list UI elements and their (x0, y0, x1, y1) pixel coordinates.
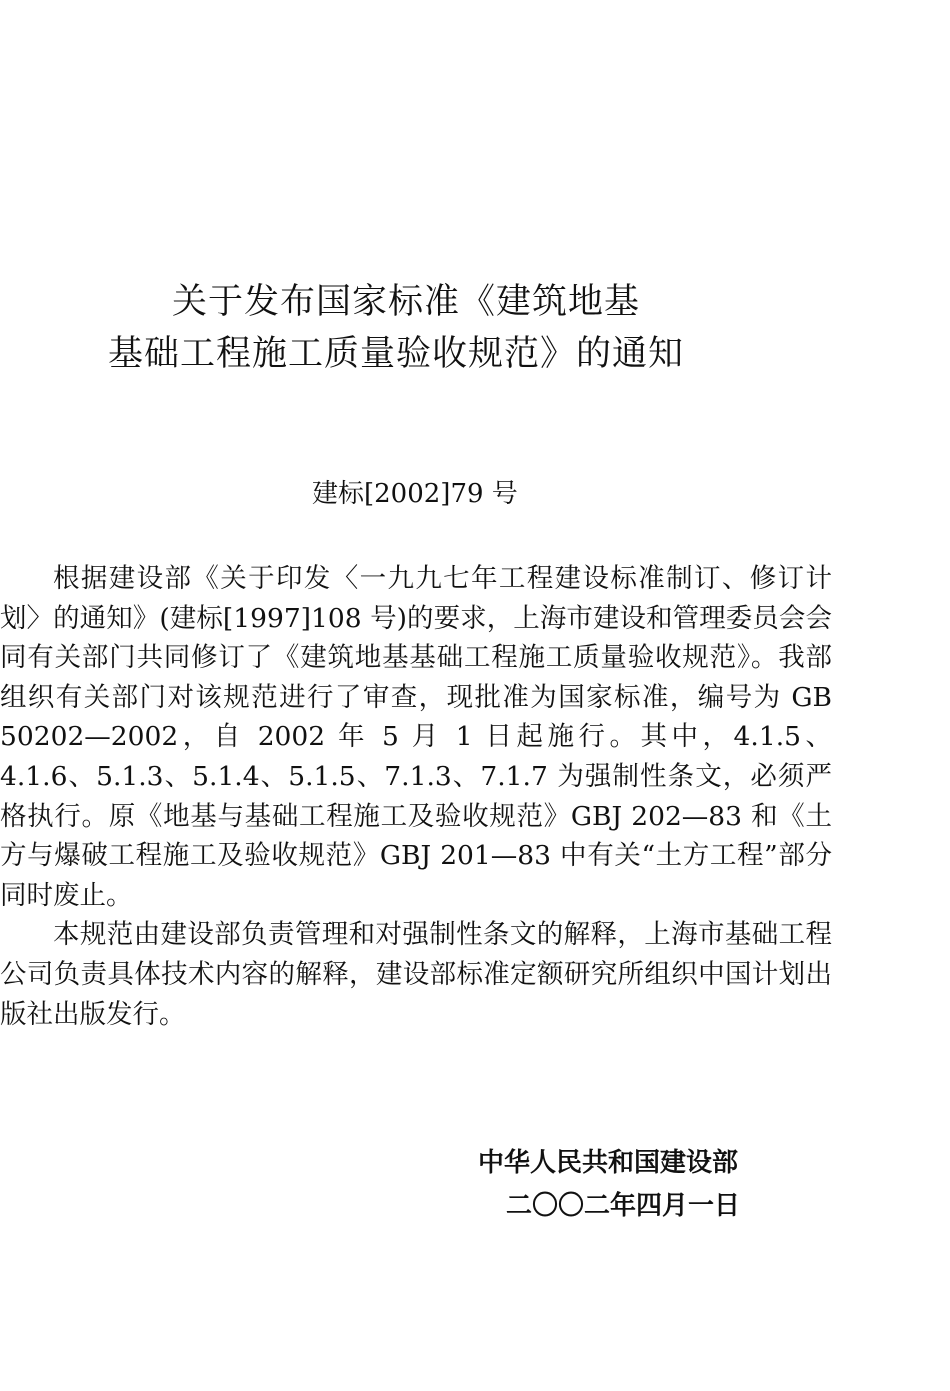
signature-block (478, 1143, 740, 1226)
body-paragraph-2: 本规范由建设部负责管理和对强制性条文的解释，上海市基础工程公司负责具体技术内容的解释，建设部标准定额研究所组织中国计划出版社出版发行。 (0, 919, 832, 1030)
issuer-name: 中华人民共和国建设部 (478, 1148, 739, 1178)
document-number: 建标[2002]79 号 (312, 479, 518, 509)
issue-date: 二〇〇二年四月一日 (506, 1191, 741, 1221)
notice-body (0, 559, 832, 1034)
body-paragraph-1: 根据建设部《关于印发〈一九九七年工程建设标准制订、修订计划〉的通知》(建标[1997]108 号)的要求，上海市建设和管理委员会会同有关部门共同修订了《建筑地基基础工程施工质量验收规范》。我部组织有关部门对该规范进行了审查，现批准为国家标准，编号为 GB 50202—2002，自 2002 年 5 月 1 日起施行。其中，4.1.5、4.1.6、5.1.3、5.1.4、5.1.5、7.1.3、7.1.7 为强制性条文，必须严格执行。原《地基与基础工程施工及验收规范》GBJ 202—83 和《土方与爆破工程施工及验收规范》GBJ 201—83 中有关“土方工程”部分同时废止。 (0, 563, 832, 911)
title-line-1: 关于发布国家标准《建筑地基 (172, 282, 641, 322)
title-line-2: 基础工程施工质量验收规范》的通知 (108, 334, 685, 374)
notice-title (0, 276, 950, 380)
